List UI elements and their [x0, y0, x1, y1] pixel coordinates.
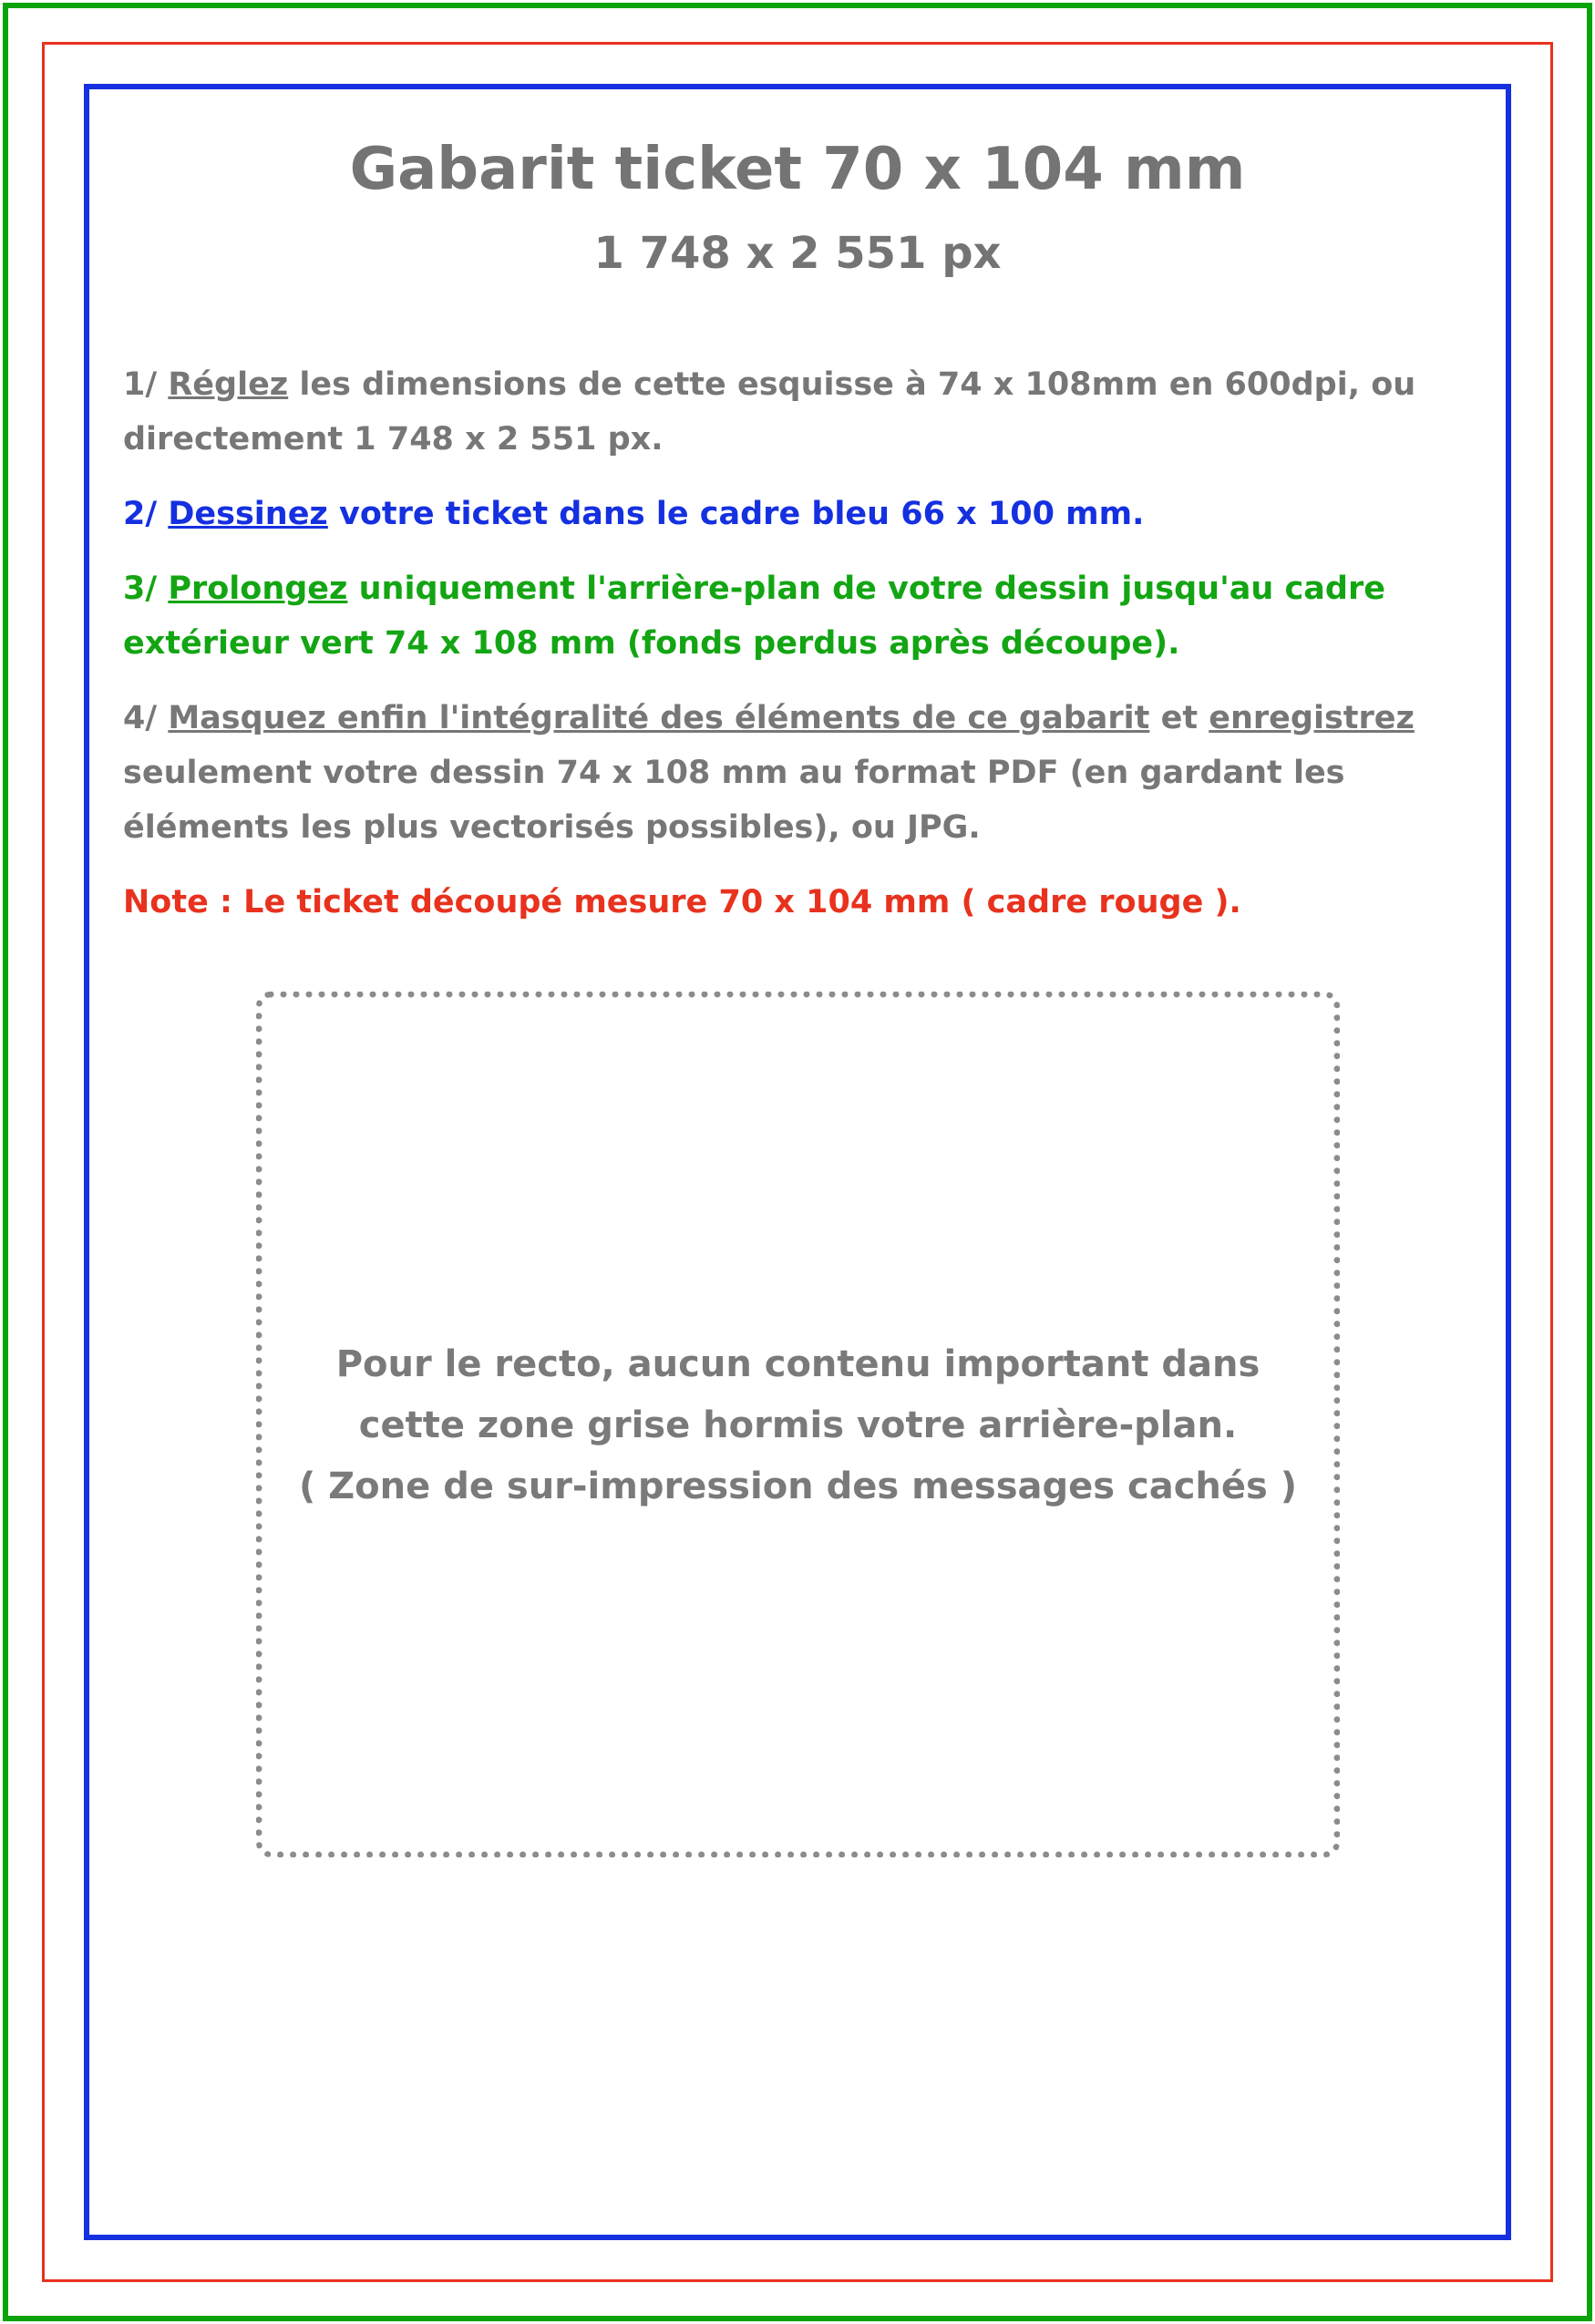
step-4-keyword-2: enregistrez — [1209, 700, 1415, 736]
instruction-step-2 — [123, 487, 1481, 541]
page-title: Gabarit ticket 70 x 104 mm — [349, 136, 1246, 203]
step-1-text: les dimensions de cette esquisse à 74 x 108mm en 600dpi, ou directement 1 748 x 2 551 px. — [123, 366, 1416, 458]
instruction-step-1 — [123, 357, 1481, 467]
step-4-text: seulement votre dessin 74 x 108 mm au format PDF (en gardant les éléments les plus vectorisés possibles), ou JPG. — [123, 755, 1345, 846]
step-3-text: uniquement l'arrière-plan de votre dessin jusqu'au cadre extérieur vert 74 x 108 mm (fonds perdus après découpe). — [123, 571, 1385, 662]
page-subtitle: 1 748 x 2 551 px — [593, 228, 1002, 279]
step-3-prefix: 3/ — [123, 571, 169, 607]
step-2-keyword: Dessinez — [168, 496, 328, 532]
step-4-prefix: 4/ — [123, 700, 169, 736]
step-4-middle: et — [1149, 700, 1209, 736]
instruction-step-3 — [123, 561, 1481, 671]
step-4-keyword: Masquez enfin l'intégralité des éléments de ce gabarit — [168, 700, 1150, 736]
instructions-list — [123, 357, 1481, 950]
step-2-prefix: 2/ — [123, 496, 169, 532]
zone-text-line-2: cette zone grise hormis votre arrière-plan. — [358, 1404, 1238, 1446]
zone-text-line-1: Pour le recto, aucun contenu important dans — [335, 1343, 1261, 1385]
step-1-prefix: 1/ — [123, 366, 169, 403]
instruction-note: Note : Le ticket découpé mesure 70 x 104 mm ( cadre rouge ). — [123, 884, 1241, 920]
zone-text-line-3: ( Zone de sur-impression des messages cachés ) — [298, 1465, 1298, 1507]
instruction-step-4 — [123, 691, 1481, 855]
step-3-keyword: Prolongez — [168, 571, 348, 607]
step-2-text: votre ticket dans le cadre bleu 66 x 100 mm. — [327, 496, 1145, 532]
overprint-zone-text — [256, 1334, 1340, 1517]
step-1-keyword: Réglez — [168, 366, 289, 403]
